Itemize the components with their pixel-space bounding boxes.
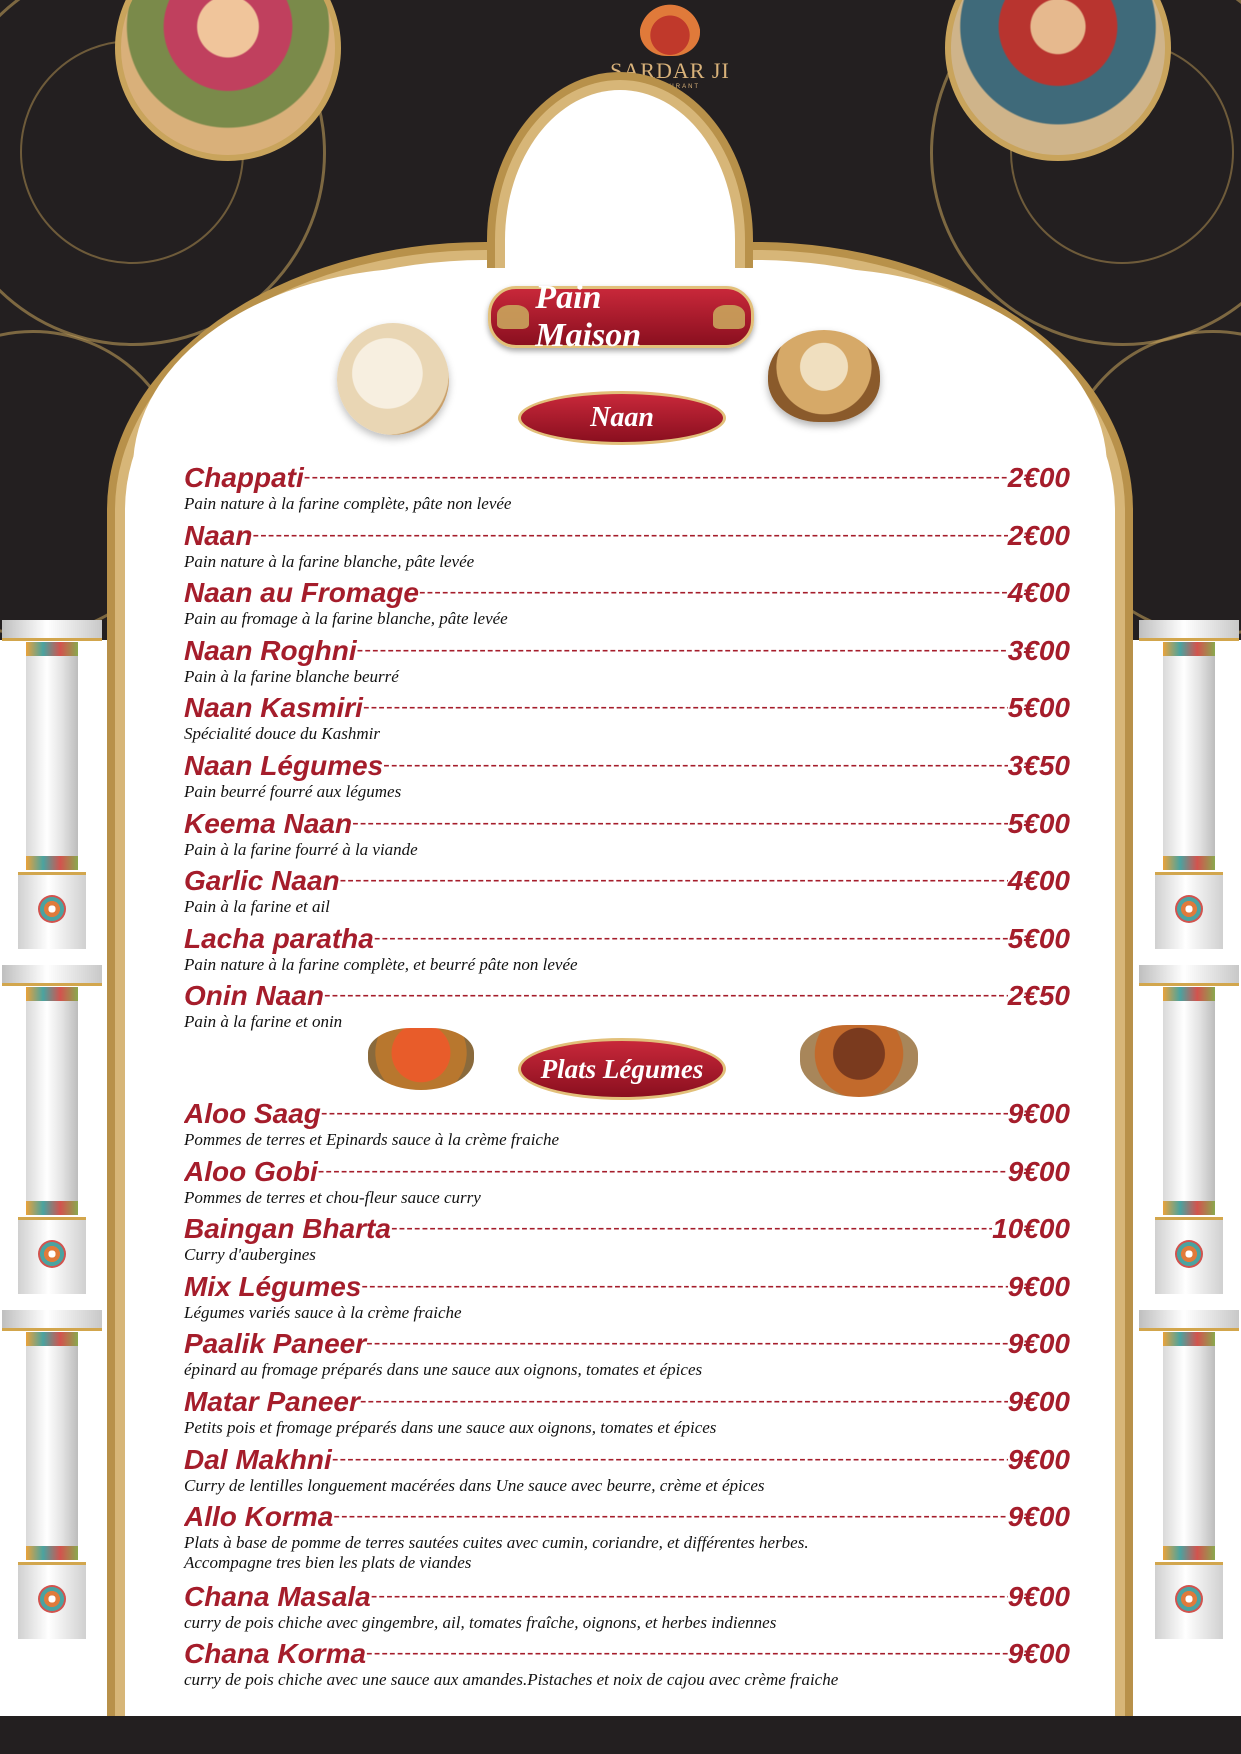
- menu-item-name: Baingan Bharta: [184, 1213, 391, 1245]
- flower-ornament-icon: [38, 895, 66, 923]
- menu-item-description: Curry d'aubergines: [184, 1245, 316, 1265]
- menu-item-description: Pain nature à la farine blanche, pâte levée: [184, 551, 475, 571]
- menu-item-name: Naan Roghni: [184, 634, 357, 666]
- pillar-ornament-band: [1163, 987, 1215, 1001]
- menu-item-price: 9€00: [1007, 1580, 1070, 1612]
- menu-item: [184, 1385, 1070, 1443]
- pillar-capital: [1139, 1310, 1239, 1331]
- menu-item: [184, 1580, 1070, 1638]
- menu-item-price: 5€00: [1007, 807, 1070, 839]
- logo-name: SARDAR JI: [610, 58, 730, 83]
- menu-item-description: Pain beurré fourré aux légumes: [184, 781, 402, 801]
- menu-item-price: 4€00: [1007, 865, 1070, 897]
- dotted-leader: [374, 922, 1008, 955]
- dotted-leader: [361, 1270, 1007, 1303]
- dotted-leader: [340, 864, 1008, 897]
- menu-item-description: Pommes de terres et Epinards sauce à la crème fraiche: [184, 1130, 560, 1149]
- flower-ornament-icon: [38, 1240, 66, 1268]
- pillar-ornament-band: [1163, 1332, 1215, 1346]
- menu-item-description: Spécialité douce du Kashmir: [184, 724, 380, 744]
- menu-item-name: Garlic Naan: [184, 865, 340, 897]
- menu-item-price: 2€50: [1007, 980, 1070, 1012]
- pillar-capital: [2, 1310, 102, 1331]
- logo-subtitle: RESTAURANT: [639, 84, 701, 90]
- menu-item-line: [184, 979, 1070, 1012]
- pillar-base: [1155, 1562, 1223, 1639]
- section-title-pain-maison: Pain Maison: [535, 279, 642, 354]
- pillar-capital: [1139, 965, 1239, 986]
- pillar-base: [18, 1217, 86, 1294]
- menu-item-price: 3€00: [1007, 634, 1070, 666]
- menu-item-description: Légumes variés sauce à la crème fraiche: [184, 1302, 462, 1322]
- pillar-ornament-band: [26, 987, 78, 1001]
- pillar-base: [1155, 1217, 1223, 1294]
- menu-item-description: curry de pois chiche avec gingembre, ail, tomates fraîche, oignons, et herbes indiennes: [184, 1612, 777, 1632]
- menu-item-name: Keema Naan: [184, 807, 353, 839]
- dotted-leader: [363, 691, 1008, 724]
- menu-item: [184, 1212, 1070, 1270]
- menu-item-line: [184, 1270, 1070, 1303]
- menu-item: [184, 1097, 1070, 1155]
- dotted-leader: [360, 1385, 1008, 1418]
- menu-item-price: 3€50: [1007, 749, 1070, 781]
- pillar-ornament-band: [26, 1332, 78, 1346]
- pillar-shaft: [1163, 656, 1215, 856]
- menu-item: [184, 1637, 1070, 1695]
- menu-item-description: curry de pois chiche avec une sauce aux amandes.Pistaches et noix de cajou avec crème fraiche: [184, 1670, 839, 1690]
- menu-item-name: Chappati: [184, 462, 304, 493]
- pillar-shaft: [26, 656, 78, 856]
- dotted-leader: [324, 979, 1008, 1012]
- menu-item-line: [184, 576, 1070, 609]
- dotted-leader: [304, 461, 1008, 494]
- menu-item: [184, 749, 1070, 807]
- section-badge-naan: [518, 391, 726, 445]
- menu-item-line: [184, 922, 1070, 955]
- menu-item-price: 5€00: [1007, 692, 1070, 724]
- pillar-ornament-band: [26, 642, 78, 656]
- dotted-leader: [352, 807, 1008, 840]
- menu-item-price: 9€00: [1007, 1385, 1070, 1417]
- menu-item-line: [184, 1327, 1070, 1360]
- menu-item-line: [184, 749, 1070, 782]
- menu-item-price: 9€00: [1007, 1443, 1070, 1475]
- menu-item-description: Pain nature à la farine complète, pâte non levée: [184, 494, 512, 513]
- pillar-ornament-band: [26, 1201, 78, 1215]
- menu-item: [184, 1270, 1070, 1328]
- pillar-ornament-band: [26, 1546, 78, 1560]
- menu-item: [184, 1155, 1070, 1213]
- menu-item-price: 2€00: [1007, 519, 1070, 551]
- restaurant-logo: [600, 4, 740, 90]
- puffed-naan-image: [768, 330, 880, 422]
- menu-item-description: Pain à la farine fourré à la viande: [184, 839, 418, 859]
- flower-ornament-icon: [1175, 895, 1203, 923]
- menu-item: [184, 979, 1070, 1037]
- section-title-plats-legumes: Plats Légumes: [540, 1053, 704, 1084]
- flower-ornament-icon: [1175, 1240, 1203, 1268]
- menu-item: [184, 807, 1070, 865]
- menu-item-line: [184, 807, 1070, 840]
- menu-item-name: Mix Légumes: [184, 1270, 362, 1302]
- dotted-leader: [332, 1443, 1008, 1476]
- menu-item-price: 9€00: [1007, 1270, 1070, 1302]
- menu-item-name: Chana Masala: [184, 1580, 371, 1612]
- dotted-leader: [391, 1212, 992, 1245]
- menu-item-description: Pain à la farine et ail: [184, 897, 330, 917]
- section-badge-pain-maison: [488, 279, 754, 354]
- menu-item-line: [184, 1443, 1070, 1476]
- pillar-shaft: [1163, 1001, 1215, 1201]
- elephant-icon: [497, 305, 529, 329]
- menu-item: [184, 922, 1070, 980]
- dotted-leader: [371, 1580, 1008, 1613]
- menu-item-price: 9€00: [1007, 1501, 1070, 1533]
- pillar-ornament-band: [26, 856, 78, 870]
- dotted-leader: [321, 1097, 1008, 1130]
- menu-item: [184, 1443, 1070, 1501]
- menu-item-name: Aloo Saag: [184, 1098, 321, 1129]
- menu-item-line: [184, 1637, 1070, 1670]
- menu-item: [184, 461, 1070, 519]
- menu-item-line: [184, 1155, 1070, 1188]
- menu-item-description: Curry de lentilles longuement macérées dans Une sauce avec beurre, crème et épices: [184, 1475, 765, 1495]
- menu-item-price: 4€00: [1007, 577, 1070, 609]
- vegetable-curry-bowl-image: [368, 1028, 474, 1090]
- menu-item-name: Lacha paratha: [184, 922, 374, 954]
- menu-item: [184, 1327, 1070, 1385]
- menu-item-line: [184, 1580, 1070, 1613]
- pillar-capital: [2, 620, 102, 641]
- menu-item: [184, 864, 1070, 922]
- pillar-ornament-band: [1163, 856, 1215, 870]
- menu-item-description: Petits pois et fromage préparés dans une sauce aux oignons, tomates et épices: [184, 1417, 717, 1437]
- dotted-leader: [333, 1500, 1007, 1533]
- menu-item-description: Pommes de terres et chou-fleur sauce curry: [184, 1187, 481, 1207]
- menu-item-description: Pain à la farine blanche beurré: [184, 666, 399, 686]
- menu-item-price: 2€00: [1007, 462, 1070, 493]
- pillar-base: [18, 1562, 86, 1639]
- menu-item-line: [184, 864, 1070, 897]
- footer-bar: [0, 1716, 1241, 1754]
- menu-item-price: 9€00: [1007, 1155, 1070, 1187]
- dotted-leader: [318, 1155, 1008, 1188]
- pillar-shaft: [1163, 1346, 1215, 1546]
- menu-item-name: Naan: [184, 519, 253, 551]
- dotted-leader: [383, 749, 1008, 782]
- menu-item-name: Naan au Fromage: [184, 577, 419, 609]
- menu-item-name: Matar Paneer: [184, 1385, 360, 1417]
- menu-item-description: Plats à base de pomme de terres sautées cuites avec cumin, coriandre, et différentes herbes. Accompagne tres bien les plats de viandes: [184, 1533, 809, 1573]
- dotted-leader: [366, 1327, 1008, 1360]
- menu-item-description: Pain au fromage à la farine blanche, pâte levée: [184, 609, 508, 629]
- dotted-leader: [366, 1637, 1008, 1670]
- menu-item-name: Naan Légumes: [184, 749, 384, 781]
- menu-item-price: 9€00: [1007, 1328, 1070, 1360]
- menu-item-price: 10€00: [992, 1213, 1070, 1245]
- pillar-right: [1137, 620, 1241, 1730]
- menu-item-line: [184, 519, 1070, 552]
- menu-item-line: [184, 634, 1070, 667]
- menu-item-name: Naan Kasmiri: [184, 692, 363, 724]
- menu-item: [184, 576, 1070, 634]
- section-badge-plats-legumes: [518, 1038, 726, 1100]
- menu-item: [184, 519, 1070, 577]
- dotted-leader: [357, 634, 1008, 667]
- menu-item-name: Onin Naan: [184, 980, 325, 1012]
- turban-logo-icon: [640, 4, 700, 56]
- menu-item-name: Allo Korma: [184, 1501, 334, 1533]
- menu-item-description: épinard au fromage préparés dans une sauce aux oignons, tomates et épices: [184, 1360, 703, 1380]
- menu-item: [184, 634, 1070, 692]
- menu-item-name: Dal Makhni: [184, 1443, 332, 1475]
- menu-item-line: [184, 1385, 1070, 1418]
- pillar-ornament-band: [1163, 1546, 1215, 1560]
- pillar-shaft: [26, 1346, 78, 1546]
- menu-item-name: Chana Korma: [184, 1638, 367, 1670]
- naan-bread-image: [337, 323, 449, 435]
- dotted-leader: [419, 576, 1008, 609]
- curry-karahi-image: [800, 1025, 918, 1097]
- menu-item: [184, 691, 1070, 749]
- menu-item-price: 9€00: [1007, 1638, 1070, 1670]
- menu-item-line: [184, 1500, 1070, 1533]
- dotted-leader: [252, 519, 1007, 552]
- menu-item-line: [184, 1212, 1070, 1245]
- flower-ornament-icon: [1175, 1585, 1203, 1613]
- menu-item-price: 5€00: [1007, 922, 1070, 954]
- menu-item-name: Paalik Paneer: [184, 1328, 367, 1360]
- pillar-left: [0, 620, 104, 1730]
- plats-legumes-menu-list: [184, 1097, 1070, 1695]
- menu-item: [184, 1500, 1070, 1580]
- flower-ornament-icon: [38, 1585, 66, 1613]
- menu-item-line: [184, 1097, 1070, 1130]
- menu-item-line: [184, 461, 1070, 494]
- naan-menu-list: [184, 461, 1070, 1037]
- menu-item-name: Aloo Gobi: [184, 1155, 318, 1187]
- pillar-base: [18, 872, 86, 949]
- pillar-ornament-band: [1163, 1201, 1215, 1215]
- menu-item-description: Pain nature à la farine complète, et beurré pâte non levée: [184, 954, 578, 974]
- pillar-capital: [2, 965, 102, 986]
- elephant-icon: [713, 305, 745, 329]
- menu-item-description: Pain à la farine et onin: [184, 1012, 343, 1032]
- menu-item-line: [184, 691, 1070, 724]
- pillar-ornament-band: [1163, 642, 1215, 656]
- menu-item-price: 9€00: [1007, 1098, 1070, 1129]
- pillar-capital: [1139, 620, 1239, 641]
- pillar-shaft: [26, 1001, 78, 1201]
- pillar-base: [1155, 872, 1223, 949]
- section-title-naan: Naan: [590, 402, 654, 433]
